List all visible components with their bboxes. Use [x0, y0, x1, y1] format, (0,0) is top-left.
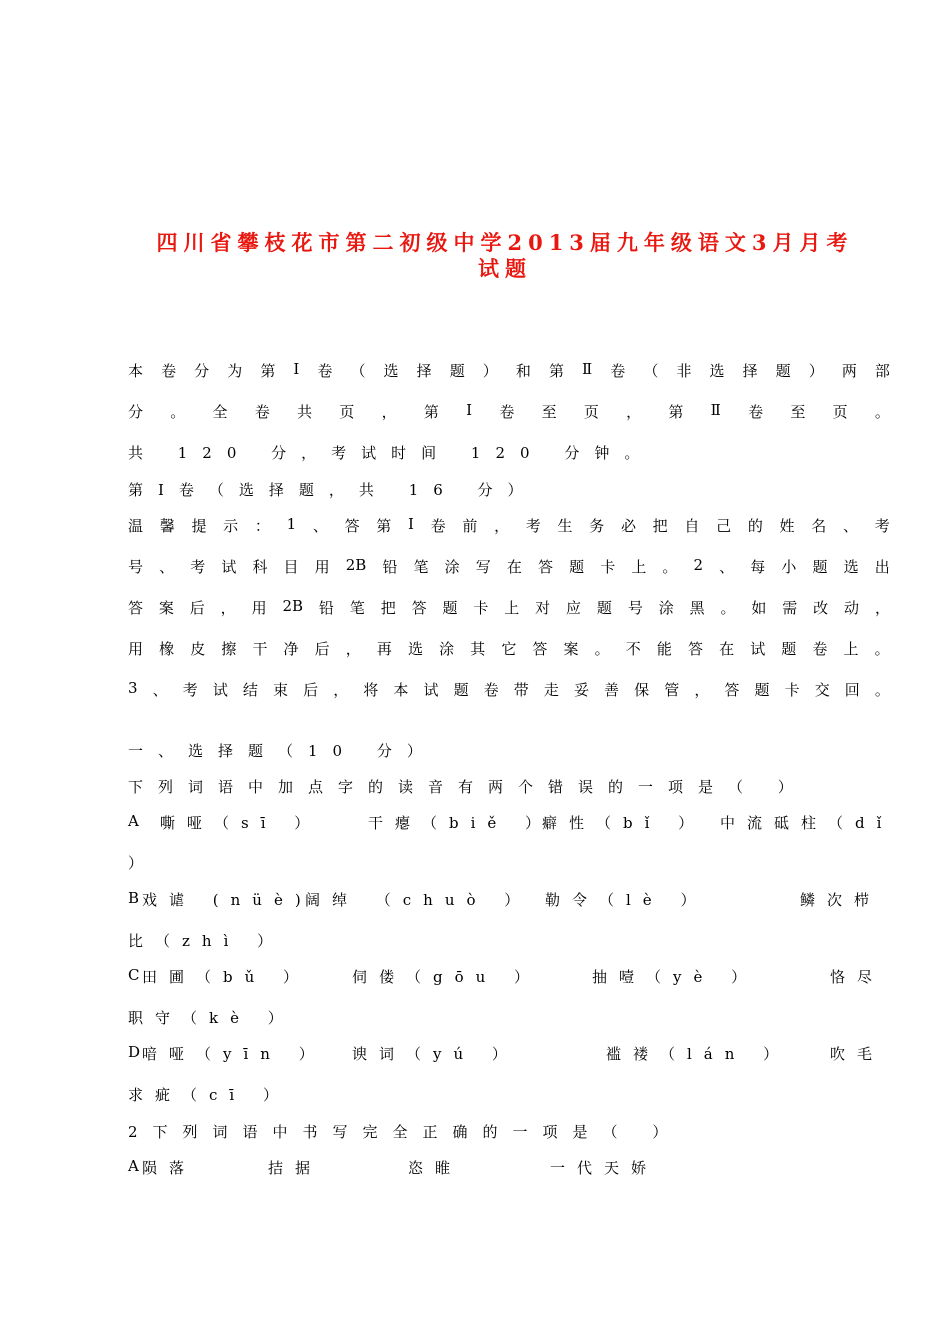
tip-line-4: 用 橡 皮 擦 干 净 后 ， 再 选 涂 其 它 答 案 。 不 能 答 在 试 题 卷 上 。	[128, 640, 890, 658]
tip-line-3: 答 案 后 ， 用 2B 铅 笔 把 答 题 卡 上 对 应 题 号 涂 黑 。 如 需 改 动 ，	[128, 597, 890, 617]
option-b-label: B	[128, 889, 140, 907]
intro-line-1: 本 卷 分 为 第 Ⅰ 卷 （ 选 择 题 ） 和 第 Ⅱ 卷 （ 非 选 择 题 ） 两 部	[128, 360, 890, 380]
option-c-item-3: 抽噎（yè ）	[592, 968, 759, 986]
option-b-wrap: 比（zhì ）	[128, 932, 285, 950]
intro-line-2: 分 。 全 卷 共 页 ， 第 Ⅰ 卷 至 页 ， 第 Ⅱ 卷 至 页 。	[128, 401, 890, 421]
option-a-item-2: 干瘪（biě ）	[368, 814, 553, 832]
q2-option-a-item-3: 恣睢	[408, 1159, 463, 1177]
tip-line-5: 3 、 考 试 结 束 后 ， 将 本 试 题 卷 带 走 妥 善 保 管 ， 答 题 卡 交 回 。	[128, 679, 890, 699]
option-d-label: D	[128, 1043, 141, 1061]
option-b-item-1: 戏谑 (nüè)	[142, 891, 313, 909]
question-2-stem: 2下列词语中书写完全正确的一项是（ ）	[128, 1123, 683, 1141]
option-c-label: C	[128, 966, 140, 984]
tip-line-2: 号 、 考 试 科 目 用 2B 铅 笔 涂 写 在 答 题 卡 上 。 2 、 每 小 题 选 出	[128, 556, 890, 576]
option-d-item-2: 谀词（yú ）	[352, 1045, 519, 1063]
option-d-item-4: 吹毛	[830, 1045, 885, 1063]
option-d-item-3: 褴褛（lán ）	[606, 1045, 791, 1063]
exam-part-heading: 第Ⅰ卷（选择题，共 16 分）	[128, 481, 538, 499]
intro-line-3: 共 120 分，考试时间 120 分钟。	[128, 444, 655, 462]
option-b-item-2: 阔绰 （chuò ）	[305, 891, 532, 909]
q2-option-a-item-2: 拮据	[268, 1159, 323, 1177]
option-a-label: A	[128, 812, 151, 830]
title-line-1: 四川省攀枝花市第二初级中学2013届九年级语文3月月考	[156, 230, 854, 255]
option-c-item-4: 恪尽	[830, 968, 885, 986]
option-d-wrap: 求疵（cī ）	[128, 1086, 290, 1104]
q2-option-a-item-1: 陨落	[142, 1159, 197, 1177]
title-line-2: 试题	[478, 256, 532, 281]
option-d-item-1: 喑哑（yīn ）	[142, 1045, 326, 1063]
option-a-wrap: ）	[128, 854, 156, 872]
option-c-item-2: 伺偻（gōu ）	[352, 968, 542, 986]
option-b-item-4: 鳞次栉	[800, 891, 882, 909]
q2-option-a-label: A	[128, 1157, 139, 1175]
document-title	[120, 230, 890, 282]
question-1-stem: 下列词语中加点字的读音有两个错误的一项是（ ）	[128, 778, 808, 796]
option-c-item-1: 田圃（bǔ ）	[142, 968, 311, 986]
option-a-item-1: 嘶哑（sī ）	[160, 814, 322, 832]
option-a-item-3: 癖性（bǐ ）	[542, 814, 706, 832]
option-a-item-4: 中流砥柱（dǐ	[720, 814, 894, 832]
option-b-item-3: 勒令（lè ）	[545, 891, 708, 909]
tip-line-1: 温 馨 提 示 ： 1 、 答 第 Ⅰ 卷 前 ， 考 生 务 必 把 自 己 的 姓 名 、 考	[128, 515, 890, 535]
section-heading: 一、选择题（10 分）	[128, 742, 437, 760]
option-c-wrap: 职守（kè ）	[128, 1009, 295, 1027]
q2-option-a-item-4: 一代天娇	[550, 1159, 659, 1177]
